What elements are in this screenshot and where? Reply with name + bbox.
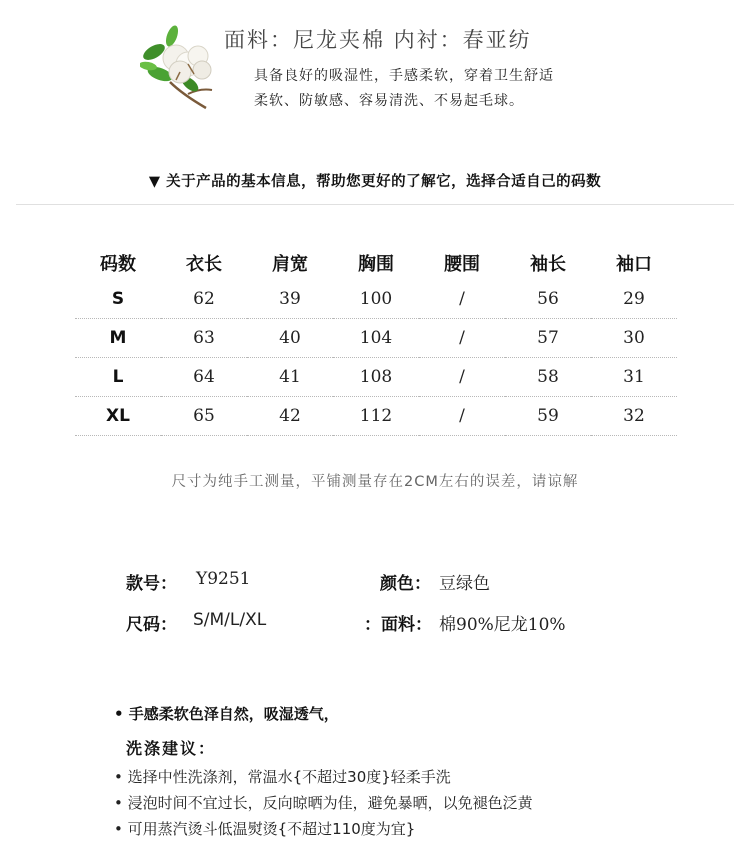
material-value: 棉90%尼龙10%: [439, 615, 566, 635]
size-table-header: [75, 246, 677, 280]
cotton-boll-illustration: [140, 22, 222, 112]
size-label: 尺码：: [126, 615, 177, 635]
cell-waist: /: [419, 319, 505, 358]
fabric-title: 面料：尼龙夹棉 内衬：春亚纺: [224, 28, 532, 52]
material-label: ：面料：: [364, 615, 432, 635]
cell-shoulder: 42: [247, 397, 333, 436]
cell-sleeve: 57: [505, 319, 591, 358]
care-item: • 可用蒸汽烫斗低温熨烫{不超过110度为宜}: [114, 820, 416, 838]
cell-shoulder: 40: [247, 319, 333, 358]
size-table: [75, 246, 677, 436]
measurement-note: 尺寸为纯手工测量，平铺测量存在2CM左右的误差，请谅解: [171, 474, 579, 490]
cell-size: S: [75, 280, 161, 319]
cell-length: 63: [161, 319, 247, 358]
style-number-label: 款号：: [126, 574, 177, 594]
divider: [16, 204, 734, 205]
cell-sleeve: 59: [505, 397, 591, 436]
size-intro-heading: ▼ 关于产品的基本信息，帮助您更好的了解它，选择合适自己的码数: [148, 174, 602, 190]
header-sleeve: 袖长: [530, 254, 566, 275]
color-value: 豆绿色: [439, 574, 490, 594]
cell-size: L: [75, 358, 161, 397]
style-number-value: Y9251: [196, 569, 251, 589]
cell-length: 64: [161, 358, 247, 397]
cell-chest: 104: [333, 319, 419, 358]
table-row: [75, 319, 677, 358]
cell-chest: 112: [333, 397, 419, 436]
header-size: 码数: [100, 254, 136, 275]
care-item: • 浸泡时间不宜过长，反向晾晒为佳，避免暴晒，以免褪色泛黄: [114, 794, 533, 812]
cell-sleeve: 58: [505, 358, 591, 397]
cell-waist: /: [419, 280, 505, 319]
table-row: [75, 280, 677, 319]
header-shoulder: 肩宽: [272, 254, 308, 275]
fabric-description: [254, 64, 554, 114]
cell-chest: 108: [333, 358, 419, 397]
fabric-desc-line: 柔软、防敏感、容易清洗、不易起毛球。: [254, 93, 524, 109]
cell-length: 62: [161, 280, 247, 319]
cell-chest: 100: [333, 280, 419, 319]
cell-cuff: 29: [591, 280, 677, 319]
color-label: 颜色：: [380, 574, 431, 594]
table-row: [75, 358, 677, 397]
cell-waist: /: [419, 358, 505, 397]
fabric-desc-line: 具备良好的吸湿性，手感柔软，穿着卫生舒适: [254, 68, 554, 84]
cell-cuff: 32: [591, 397, 677, 436]
size-value: S/M/L/XL: [193, 610, 267, 630]
cell-shoulder: 41: [247, 358, 333, 397]
cell-waist: /: [419, 397, 505, 436]
washing-advice-heading: 洗涤建议：: [126, 739, 217, 758]
cell-length: 65: [161, 397, 247, 436]
cell-cuff: 30: [591, 319, 677, 358]
header-waist: 腰围: [444, 254, 480, 275]
cell-cuff: 31: [591, 358, 677, 397]
header-chest: 胸围: [358, 254, 394, 275]
cell-shoulder: 39: [247, 280, 333, 319]
cell-sleeve: 56: [505, 280, 591, 319]
care-item: • 选择中性洗涤剂，常温水{不超过30度}轻柔手洗: [114, 768, 451, 786]
cell-size: M: [75, 319, 161, 358]
header-cuff: 袖口: [616, 254, 652, 275]
feature-line: • 手感柔软色泽自然，吸湿透气，: [114, 705, 339, 723]
cell-size: XL: [75, 397, 161, 436]
header-length: 衣长: [186, 254, 222, 275]
table-row: [75, 397, 677, 436]
